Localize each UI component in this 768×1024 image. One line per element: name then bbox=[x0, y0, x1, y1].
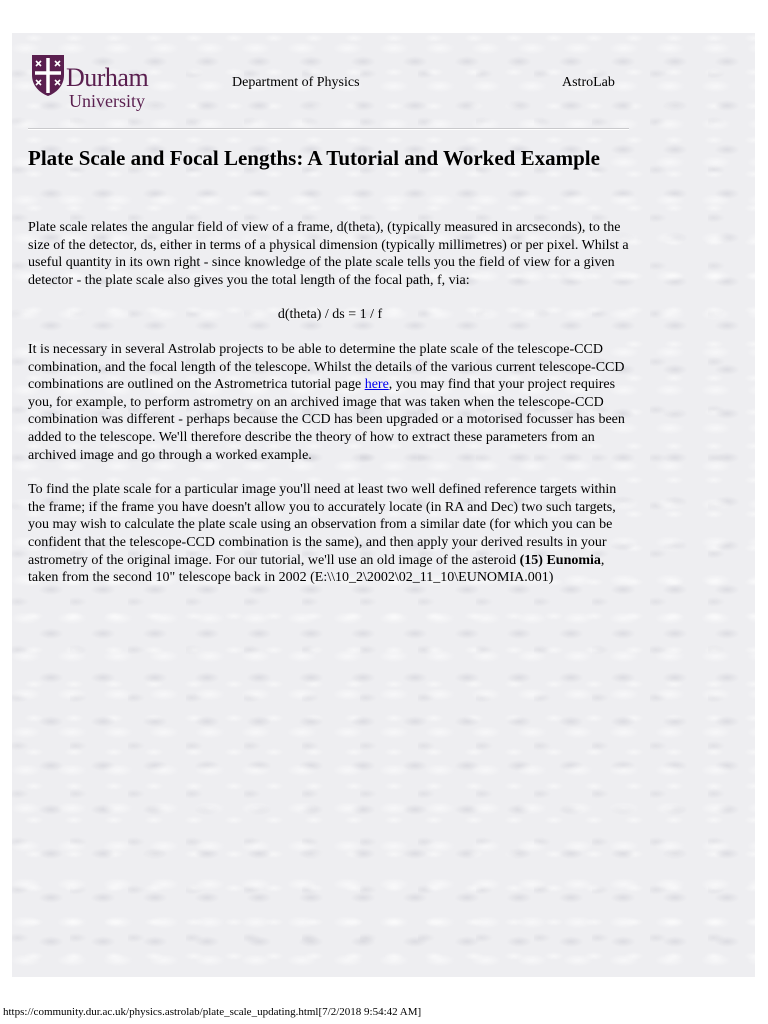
logo-university: University bbox=[69, 91, 145, 111]
asteroid-name: (15) Eunomia bbox=[519, 552, 601, 568]
paragraph-plate-scale: Plate scale relates the angular field of view of a frame, d(theta), (typically measured in arcseconds), to the size of the detector, ds, either in terms of a physical dimension (typically millimetres) or per pixel. Whilst a useful quantity in its own right - since knowledge of the plate scale tells you the field of view for a given detector - the plate scale also gives you the total length of the focal path, f, via: bbox=[28, 220, 629, 288]
page-title: Plate Scale and Focal Lengths: A Tutorial and Worked Example bbox=[28, 146, 600, 170]
equation: d(theta) / ds = 1 / f bbox=[277, 307, 383, 323]
logo-durham: Durham bbox=[66, 63, 149, 92]
department-label: Department of Physics bbox=[232, 75, 360, 90]
paragraph-astrolab-projects bbox=[28, 341, 632, 464]
page-sheet bbox=[12, 33, 755, 977]
astrometrica-tutorial-link[interactable]: here bbox=[364, 377, 389, 393]
astrolab-label: AstroLab bbox=[562, 75, 615, 90]
paragraph-text: It is necessary in several Astrolab projects to be able to determine the plate scale of the telescope-CCD combination, and the focal length of the telescope. Whilst the details of the various current telescope-CCD combinations are outlined on the Astrometrica tutorial page bbox=[28, 341, 625, 393]
paragraph-text: , you may find that your project requires you, for example, to perform astrometry on an archived image that was taken when the telescope-CCD combination was different - perhaps because the CCD has been upgraded or a motorised focusser has been added to the telescope. We'll therefore describe the theory of how to extract these parameters from an archived image and go through a worked example. bbox=[28, 377, 625, 463]
page-url-footer: https://community.dur.ac.uk/physics.astrolab/plate_scale_updating.html[7/2/2018 9:54:42 AM] bbox=[3, 1006, 422, 1018]
paragraph-text: To find the plate scale for a particular image you'll need at least two well defined reference targets within the frame; if the frame you have doesn't allow you to accurately locate (in RA and Dec) two such targets, you may wish to calculate the plate scale using an observation from a similar date (for which you can be confident that the telescope-CCD combination is the same), and then apply your derived results in your astrometry of the original image. For our tutorial, we'll use an old image of the asteroid bbox=[28, 482, 617, 568]
durham-logo[interactable] bbox=[28, 51, 178, 115]
page-header bbox=[28, 51, 628, 115]
header-divider bbox=[28, 128, 629, 130]
article-body bbox=[28, 219, 632, 604]
durham-shield-icon bbox=[30, 53, 66, 97]
paragraph-text: , taken from the second 10" telescope back in 2002 (E:\\10_2\2002\02_11_10\EUNOMIA.001) bbox=[28, 552, 605, 586]
paragraph-finding-plate-scale bbox=[28, 481, 632, 587]
